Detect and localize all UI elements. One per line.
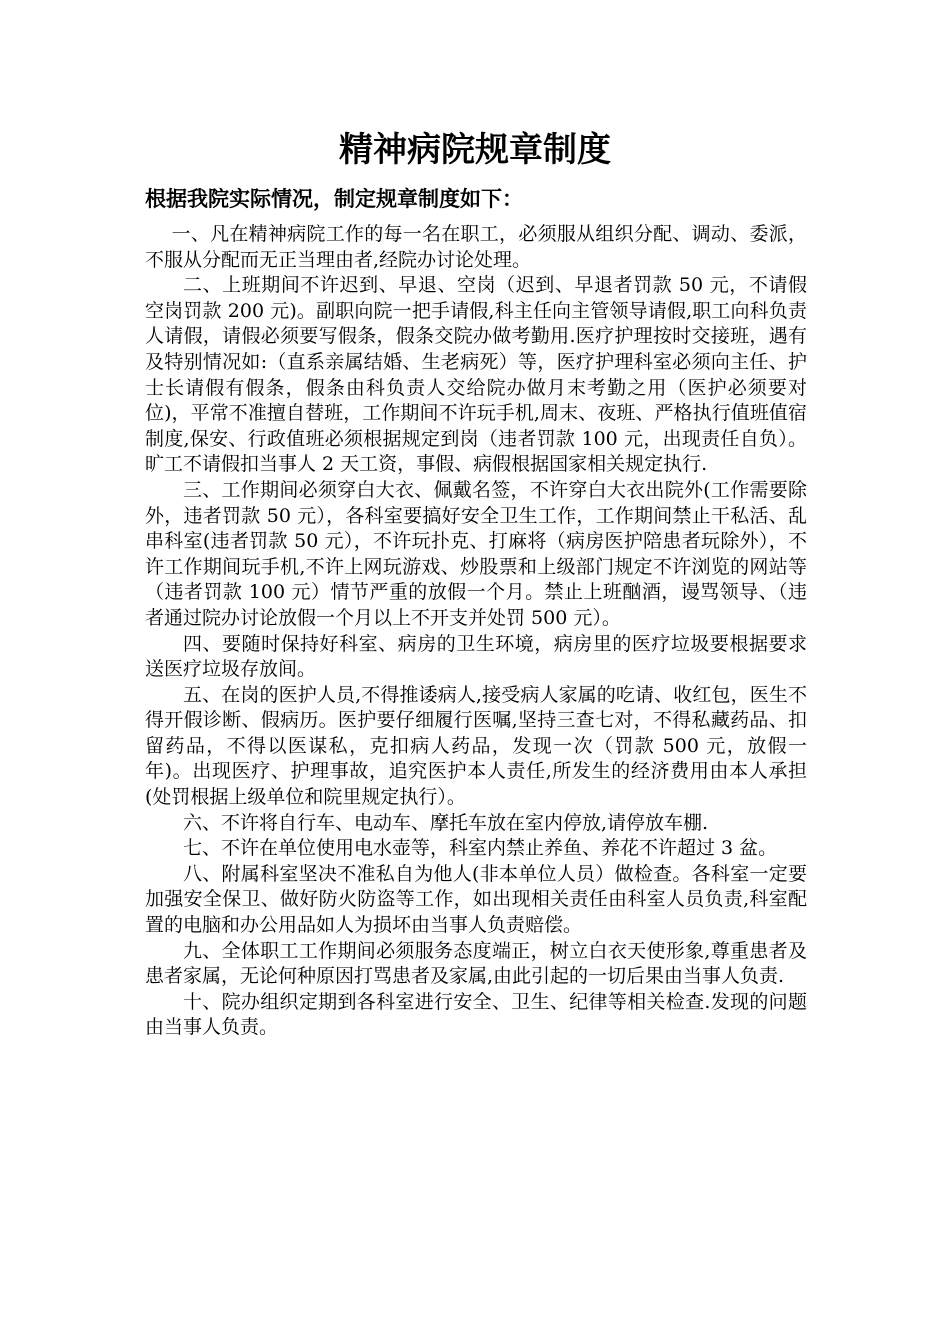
- rule-paragraph-6: 六、不许将自行车、电动车、摩托车放在室内停放,请停放车棚.: [183, 811, 709, 834]
- rule-paragraph-10: 十、院办组织定期到各科室进行安全、卫生、纪律等相关检查.发现的问题由当事人负责。: [145, 990, 807, 1039]
- rule-paragraph-5: 五、在岗的医护人员,不得推诿病人,接受病人家属的吃请、收红包，医生不得开假诊断、假病历。医护要仔细履行医嘱,坚持三查七对，不得私藏药品、扣留药品，不得以医谋私，克扣病人药品，发现一次（罚款 500 元，放假一年)。出现医疗、护理事故，追究医护本人责任,所发生的经济费用由本人承担(处罚根据上级单位和院里规定执行）。: [145, 683, 807, 809]
- rule-paragraph-2: 二、上班期间不许迟到、早退、空岗（迟到、早退者罚款 50 元，不请假空岗罚款 200 元)。副职向院一把手请假,科主任向主管领导请假,职工向科负责人请假，请假必须要写假条，假条交院办做考勤用.医疗护理按时交接班，遇有及特别情况如:（直系亲属结婚、生老病死）等，医疗护理科室必须向主任、护士长请假有假条，假条由科负责人交给院办做月末考勤之用（医护必须要对位)，平常不准擅自替班，工作期间不许玩手机,周末、夜班、严格执行值班值宿制度,保安、行政值班必须根据规定到岗（违者罚款 100 元，出现责任自负）。旷工不请假扣当事人 2 天工资，事假、病假根据国家相关规定执行.: [145, 274, 807, 476]
- intro-heading: 根据我院实际情况，制定规章制度如下：: [145, 186, 523, 211]
- rule-paragraph-7: 七、不许在单位使用电水壶等，科室内禁止养鱼、养花不许超过 3 盆。: [183, 837, 778, 860]
- page-title: 精神病院规章制度: [339, 130, 611, 170]
- rule-paragraph-9: 九、全体职工工作期间必须服务态度端正，树立白衣天使形象,尊重患者及患者家属，无论何种原因打骂患者及家属,由此引起的一切后果由当事人负责.: [145, 939, 807, 988]
- rule-paragraph-1: 一、凡在精神病院工作的每一名在职工，必须服从组织分配、调动、委派，不服从分配而无正当理由者,经院办讨论处理。: [145, 223, 807, 271]
- rule-paragraph-8: 八、附属科室坚决不准私自为他人(非本单位人员）做检查。各科室一定要加强安全保卫、做好防火防盗等工作，如出现相关责任由科室人员负责,科室配置的电脑和办公用品如人为损坏由当事人负责赔偿。: [145, 862, 807, 937]
- regulations-body: [145, 222, 807, 1041]
- rule-paragraph-4: 四、要随时保持好科室、病房的卫生环境，病房里的医疗垃圾要根据要求送医疗垃圾存放间。: [145, 632, 807, 681]
- rule-paragraph-3: 三、工作期间必须穿白大衣、佩戴名签，不许穿白大衣出院外(工作需要除外，违者罚款 50 元），各科室要搞好安全卫生工作，工作期间禁止干私活、乱串科室(违者罚款 50 元），不许玩扑克、打麻将（病房医护陪患者玩除外），不许工作期间玩手机,不许上网玩游戏、炒股票和上级部门规定不许浏览的网站等（违者罚款 100 元）情节严重的放假一个月。禁止上班酗酒，谩骂领导、（违者通过院办讨论放假一个月以上不开支并处罚 500 元）。: [145, 478, 807, 629]
